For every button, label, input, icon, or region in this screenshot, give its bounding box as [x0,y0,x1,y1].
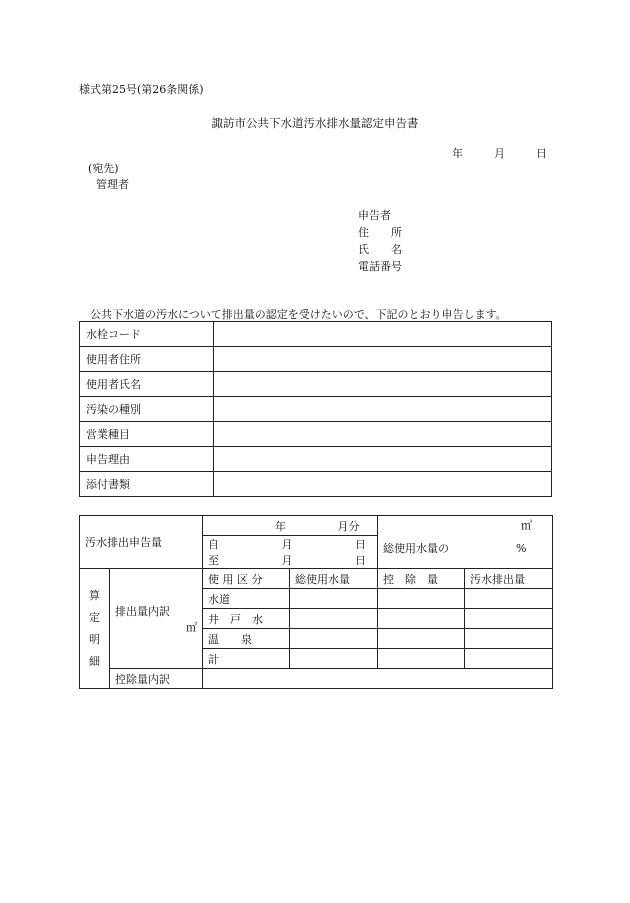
date-line [452,145,547,161]
document-title: 諏訪市公共下水道汚水排水量認定申告書 [211,116,419,130]
hotspring-discharge-input[interactable] [465,629,553,649]
breakdown-label-cell [110,569,203,669]
info-table [79,321,552,497]
info-row-label: 営業種目 [80,422,214,447]
well-deduction-input[interactable] [378,609,465,629]
section-char: 細 [89,654,100,668]
to-day: 日 [355,554,366,567]
info-row [80,472,552,497]
applicant-block [358,207,402,275]
from-label: 自 [208,538,219,551]
date-month: 月 [494,147,505,160]
sum-total-input[interactable] [290,649,378,669]
col-header-discharge: 汚水排出量 [465,569,553,589]
period-month: 月分 [337,519,360,533]
applicant-address-label: 住 所 [358,226,402,239]
to-month: 月 [281,554,293,567]
info-row-value[interactable] [214,397,552,422]
water-discharge-input[interactable] [465,589,553,609]
water-total-input[interactable] [290,589,378,609]
info-row-label: 申告理由 [80,447,214,472]
hotspring-total-input[interactable] [290,629,378,649]
declared-amount-label: 汚水排出申告量 [80,516,203,569]
applicant-label: 申告者 [358,209,391,222]
hotspring-deduction-input[interactable] [378,629,465,649]
water-deduction-input[interactable] [378,589,465,609]
section-char: 明 [89,632,100,646]
applicant-name-label: 氏 名 [358,243,402,256]
info-row-label: 使用者氏名 [80,372,214,397]
from-day: 日 [355,538,366,551]
info-row [80,397,552,422]
row-label-well: 井 戸 水 [203,609,290,629]
info-row-value[interactable] [214,372,552,397]
unit-m3: ㎥ [521,519,533,532]
well-discharge-input[interactable] [465,609,553,629]
addressee: (宛先) [88,162,119,175]
period-year: 年 [275,519,286,533]
info-row [80,447,552,472]
deduction-breakdown-input[interactable] [203,669,553,689]
col-header-total: 総使用水量 [290,569,378,589]
to-date[interactable] [203,552,378,569]
date-year: 年 [452,147,463,160]
info-row-label: 使用者住所 [80,347,214,372]
section-char: 定 [89,610,100,624]
row-label-water: 水道 [203,589,290,609]
info-row-label: 汚染の種別 [80,397,214,422]
percent-sign: % [516,542,527,555]
ratio-label: 総使用水量の [383,542,449,555]
to-label: 至 [208,554,219,567]
statement-text: 公共下水道の汚水について排出量の認定を受けたいので、下記のとおり申告します。 [90,308,507,321]
sum-deduction-input[interactable] [378,649,465,669]
info-row [80,322,552,347]
ratio-cell[interactable] [378,516,553,569]
info-row-value[interactable] [214,422,552,447]
col-header-deduction: 控 除 量 [378,569,465,589]
period-cell[interactable] [203,516,378,536]
info-row-value[interactable] [214,472,552,497]
col-header-category: 使 用 区 分 [203,569,290,589]
info-row-value[interactable] [214,447,552,472]
applicant-phone-label: 電話番号 [358,260,402,273]
form-number: 様式第25号(第26条関係) [79,83,204,96]
info-row-value[interactable] [214,322,552,347]
info-row-value[interactable] [214,347,552,372]
row-label-hotspring: 温 泉 [203,629,290,649]
deduction-breakdown-label: 控除量内訳 [110,669,203,689]
addressee-manager: 管理者 [96,178,129,191]
breakdown-unit: ㎥ [186,620,197,634]
info-row-label: 水栓コード [80,322,214,347]
from-month: 月 [281,538,293,551]
sum-discharge-input[interactable] [465,649,553,669]
section-char: 算 [89,588,100,602]
info-row-label: 添付書類 [80,472,214,497]
breakdown-label: 排出量内訳 [115,604,170,618]
from-date[interactable] [203,536,378,553]
date-day: 日 [536,147,547,160]
info-row [80,372,552,397]
info-row [80,422,552,447]
row-label-sum: 計 [203,649,290,669]
well-total-input[interactable] [290,609,378,629]
info-row [80,347,552,372]
calculation-section-label [80,569,110,689]
calculation-table [79,515,553,689]
